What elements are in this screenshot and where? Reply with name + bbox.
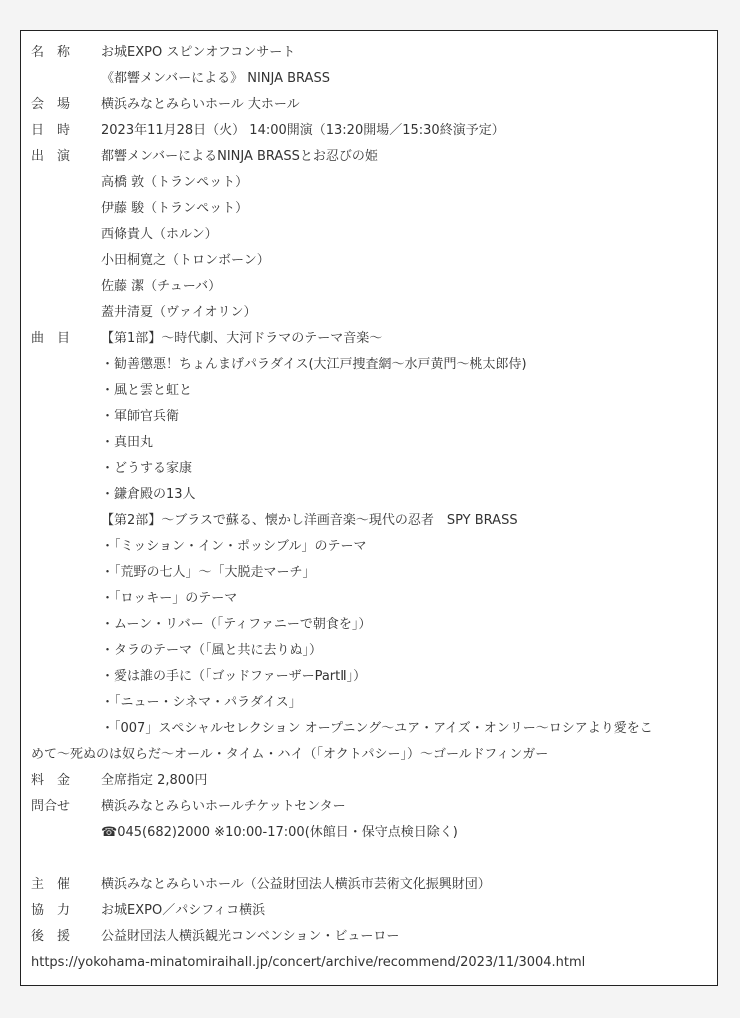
concert-info-box (20, 30, 718, 986)
concert-url: https://yokohama-minatomiraihall.jp/concert/archive/recommend/2023/11/3004.html (31, 955, 586, 970)
row-label (31, 586, 101, 612)
row-performers (31, 144, 711, 170)
row-value: ・風と雲と虹と (101, 383, 193, 398)
row-label (31, 248, 101, 274)
row-name (31, 40, 711, 66)
row-program-item (31, 430, 711, 456)
row-value: めて～死ぬのは奴らだ～オール・タイム・ハイ（「オクトパシー」）～ゴールドフィンガー (31, 747, 549, 762)
row-label (31, 196, 101, 222)
row-label (31, 456, 101, 482)
row-program (31, 326, 711, 352)
row-value: 西條貴人（ホルン） (101, 227, 218, 242)
row-label (31, 820, 101, 846)
row-value: 【第1部】～時代劇、大河ドラマのテーマ音楽～ (101, 331, 383, 346)
row-performer (31, 300, 711, 326)
row-value: ・「ロッキー」のテーマ (101, 591, 238, 606)
row-label (31, 482, 101, 508)
row-label (31, 560, 101, 586)
row-value: お城EXPO スピンオフコンサート (101, 45, 296, 60)
row-value: 伊藤 駿（トランペット） (101, 201, 249, 216)
row-value: お城EXPO／パシフィコ横浜 (101, 903, 266, 918)
row-label: 主 催 (31, 877, 71, 892)
row-label (31, 352, 101, 378)
row-program-item (31, 586, 711, 612)
row-label (31, 274, 101, 300)
row-value: 公益財団法人横浜観光コンベンション・ビューロー (101, 929, 400, 944)
row-program-item (31, 560, 711, 586)
row-inquiry-phone (31, 820, 711, 846)
row-price (31, 768, 711, 794)
row-label: 出 演 (31, 149, 71, 164)
top-band (0, 0, 740, 30)
row-label (31, 222, 101, 248)
row-label (31, 664, 101, 690)
row-value: 全席指定 2,800円 (101, 773, 208, 788)
row-label (31, 66, 101, 92)
row-support (31, 924, 711, 950)
row-label (31, 430, 101, 456)
row-value: ・軍師官兵衛 (101, 409, 180, 424)
row-label (31, 612, 101, 638)
row-program-item (31, 352, 711, 378)
row-value: ・どうする家康 (101, 461, 193, 476)
row-value: ☎045(682)2000 ※10:00-17:00(休館日・保守点検日除く) (101, 825, 458, 840)
row-label: 日 時 (31, 123, 71, 138)
row-value: ・鎌倉殿の13人 (101, 487, 196, 502)
row-label: 問合せ (31, 799, 71, 814)
row-value: ・「007」スペシャルセレクション オープニング～ユア・アイズ・オンリー～ロシアより愛をこ (101, 721, 653, 736)
row-label (31, 170, 101, 196)
row-value: 横浜みなとみらいホール 大ホール (101, 97, 300, 112)
row-organizer (31, 872, 711, 898)
row-value: 2023年11月28日（火） 14:00開演（13:20開場／15:30終演予定） (101, 123, 505, 138)
row-label-empty (31, 716, 101, 742)
row-program-item (31, 638, 711, 664)
row-program-item (31, 664, 711, 690)
row-name-sub (31, 66, 711, 92)
row-label (31, 300, 101, 326)
row-program-item (31, 378, 711, 404)
row-program-item (31, 456, 711, 482)
row-value: 横浜みなとみらいホール（公益財団法人横浜市芸術文化振興財団） (101, 877, 491, 892)
row-performer (31, 196, 711, 222)
row-label (31, 534, 101, 560)
row-value: 佐藤 潔（チューバ） (101, 279, 222, 294)
row-performer (31, 222, 711, 248)
row-value: 《都響メンバーによる》 NINJA BRASS (101, 71, 330, 86)
row-program-item (31, 534, 711, 560)
row-inquiry (31, 794, 711, 820)
row-label: 協 力 (31, 903, 71, 918)
row-program-part2 (31, 508, 711, 534)
row-label: 曲 目 (31, 331, 71, 346)
row-performer (31, 274, 711, 300)
row-performer (31, 248, 711, 274)
row-datetime (31, 118, 711, 144)
row-program-item (31, 482, 711, 508)
row-label: 料 金 (31, 773, 71, 788)
row-value: ・「荒野の七人」～「大脱走マーチ」 (101, 565, 316, 580)
row-value: ・「ニュー・シネマ・パラダイス」 (101, 695, 302, 710)
row-value: 【第2部】～ブラスで蘇る、懐かし洋画音楽～現代の忍者 SPY BRASS (101, 513, 518, 528)
row-value: 高橋 敦（トランペット） (101, 175, 249, 190)
row-label (31, 378, 101, 404)
row-program-item (31, 690, 711, 716)
row-label (31, 404, 101, 430)
row-label (31, 690, 101, 716)
row-label: 後 援 (31, 929, 71, 944)
concert-info-content (31, 40, 711, 976)
row-program-item (31, 612, 711, 638)
row-program-item-long (31, 716, 711, 742)
row-label: 名 称 (31, 45, 71, 60)
row-value: 横浜みなとみらいホールチケットセンター (101, 799, 346, 814)
row-value: ・愛は誰の手に（「ゴッドファーザーPartⅡ」） (101, 669, 367, 684)
spacer (31, 846, 711, 872)
row-value: ・タラのテーマ（「風と共に去りぬ」） (101, 643, 323, 658)
row-value: 蓋井清夏（ヴァイオリン） (101, 305, 257, 320)
row-value: ・真田丸 (101, 435, 154, 450)
row-value: ・「ミッション・イン・ポッシブル」のテーマ (101, 539, 367, 554)
row-label (31, 638, 101, 664)
row-performer (31, 170, 711, 196)
row-label (31, 508, 101, 534)
row-value: 小田桐寛之（トロンボーン） (101, 253, 270, 268)
row-value: 都響メンバーによるNINJA BRASSとお忍びの姫 (101, 149, 378, 164)
row-label: 会 場 (31, 97, 71, 112)
row-value: ・勧善懲悪！ちょんまげパラダイス(大江戸捜査網～水戸黄門～桃太郎侍) (101, 357, 527, 372)
row-venue (31, 92, 711, 118)
row-program-item (31, 404, 711, 430)
row-cooperation (31, 898, 711, 924)
row-value: ・ムーン・リバー（「ティファニーで朝食を」） (101, 617, 372, 632)
row-program-item-long-cont (31, 742, 711, 768)
